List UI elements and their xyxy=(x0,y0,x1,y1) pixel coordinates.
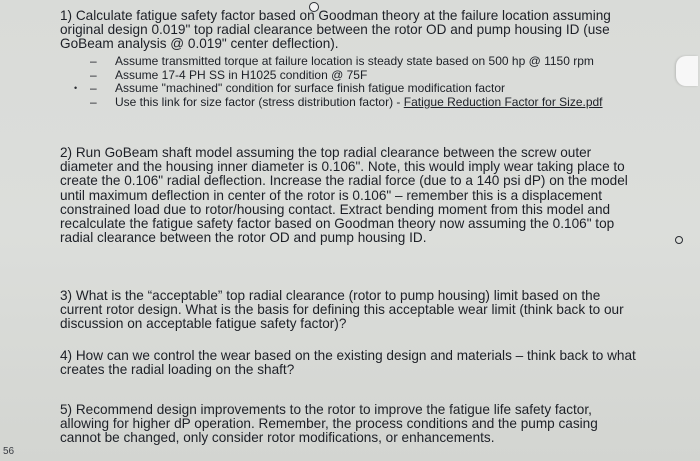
page-number: 56 xyxy=(3,446,15,457)
dash-bullet-icon: – xyxy=(90,81,97,95)
size-factor-pdf-link[interactable]: Fatigue Reduction Factor for Size.pdf xyxy=(403,94,603,109)
side-tab-handle[interactable] xyxy=(676,56,698,86)
dash-bullet-icon: – xyxy=(90,67,97,82)
assumption-text: Assume 17-4 PH SS in H1025 condition @ 75F xyxy=(115,67,368,82)
question-3: 3) What is the “acceptable” top radial clearance (rotor to pump housing) limit based on the current rotor design. What is the basis for defining this acceptable wear limit (think back to our discussion on acceptable fatigue safety factor)? xyxy=(60,288,624,332)
question-1: 1) Calculate fatigue safety factor based on Goodman theory at the failure location assuming original design 0.019" top radial clearance between the rotor OD and pump housing ID (use GoBeam analysis @ 0.019" center deflection). xyxy=(60,8,611,52)
dash-bullet-icon: – xyxy=(90,94,97,109)
list-item xyxy=(90,96,645,109)
question-1-assumptions xyxy=(90,55,645,109)
list-item xyxy=(90,55,645,68)
assumption-text: Use this link for size factor (stress distribution factor) - xyxy=(115,94,404,109)
question-2: 2) Run GoBeam shaft model assuming the top radial clearance between the screw outer diameter and the housing inner diameter is 0.106". Note, this would imply wear taking place to create the 0.106" radial deflection. Increase the radial force (due to a 140 psi dP) on the model until maximum deflection in center of the rotor is 0.106" – remember this is a displacement constrained load due to rotor/housing contact. Extract bending moment from this model and recalculate the fatigue safety factor based on Goodman theory now assuming the 0.106" top radial clearance between the rotor OD and pump housing ID. xyxy=(60,145,628,246)
list-item xyxy=(90,82,645,95)
list-item xyxy=(90,69,645,82)
assumption-text: Assume "machined" condition for surface finish fatigue modification factor xyxy=(115,81,506,95)
circle-marker-icon xyxy=(675,236,683,244)
dash-bullet-icon: – xyxy=(90,54,97,68)
stray-mark: • xyxy=(74,83,78,93)
assumption-text: Assume transmitted torque at failure location is steady state based on 500 hp @ 1150 rpm xyxy=(115,54,594,68)
question-5: 5) Recommend design improvements to the rotor to improve the fatigue life safety factor, allowing for higher dP operation. Remember, the process conditions and the pump casing cannot be changed, only consider rotor modifications, or enhancements. xyxy=(60,402,598,446)
question-4: 4) How can we control the wear based on the existing design and materials – think back to what creates the radial loading on the shaft? xyxy=(60,348,636,378)
